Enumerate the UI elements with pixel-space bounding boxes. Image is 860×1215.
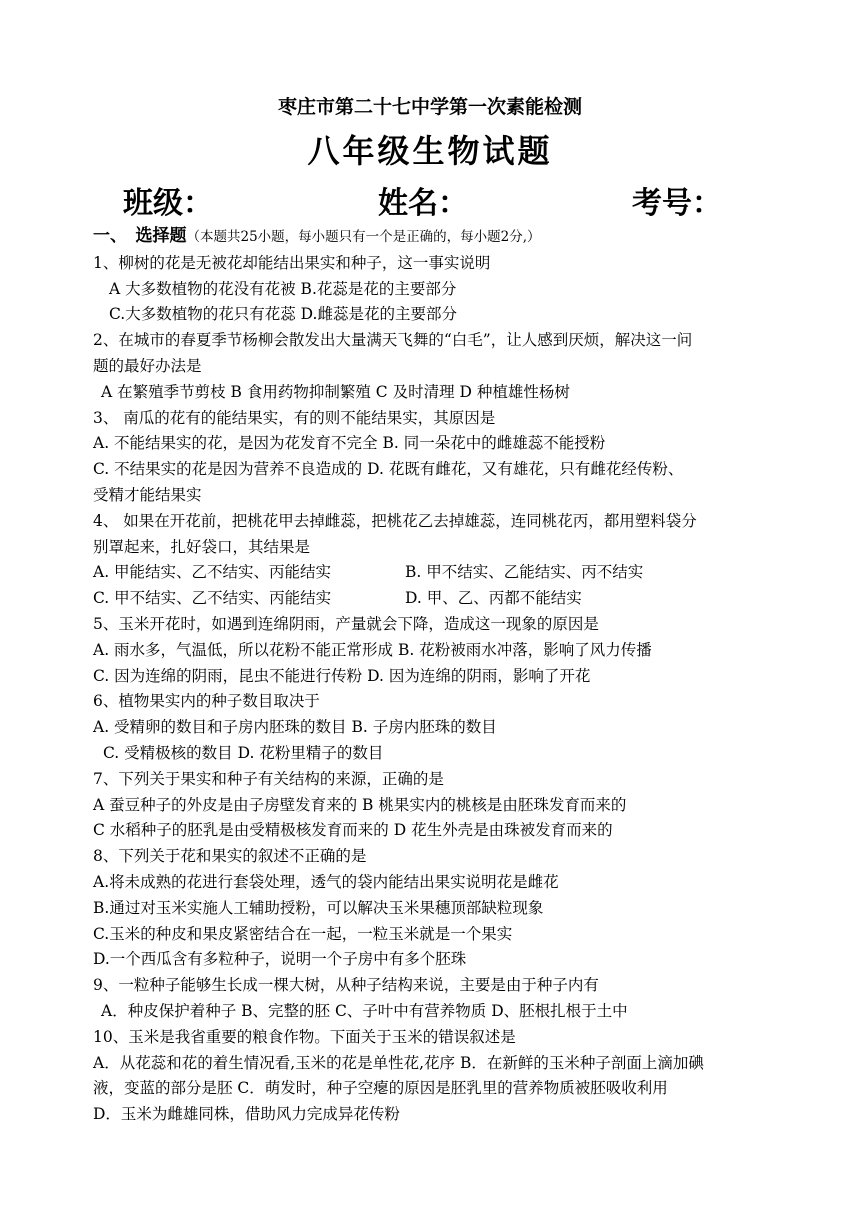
question-option: 液，变蓝的部分是胚 C．萌发时，种子空瘪的原因是胚乳里的营养物质被胚吸收利用 <box>93 1079 668 1098</box>
exam-title: 八年级生物试题 <box>307 132 553 170</box>
question-option: A. 不能结果实的花，是因为花发育不完全 B. 同一朵花中的雌雄蕊不能授粉 <box>93 434 606 453</box>
question-option: C. 受精极核的数目 D. 花粉里精子的数目 <box>103 743 384 762</box>
question-stem: 题的最好办法是 <box>93 356 202 375</box>
question-option: A 蚕豆种子的外皮是由子房壁发育来的 B 桃果实内的桃核是由胚珠发育而来的 <box>93 795 627 814</box>
question-stem: 10、玉米是我省重要的粮食作物。下面关于玉米的错误叙述是 <box>93 1027 516 1046</box>
question-stem: 5、玉米开花时，如遇到连绵阴雨，产量就会下降，造成这一现象的原因是 <box>93 614 599 633</box>
question-option: C.大多数植物的花只有花蕊 D.雌蕊是花的主要部分 <box>109 305 457 324</box>
question-stem: 7、下列关于果实和种子有关结构的来源，正确的是 <box>93 769 444 788</box>
section-title: 一、 选择题 <box>93 226 187 246</box>
question-option: B.通过对玉米实施人工辅助授粉，可以解决玉米果穗顶部缺粒现象 <box>93 898 544 917</box>
question-option: B. 甲不结实、乙能结实、丙不结实 <box>405 563 644 582</box>
section-heading <box>93 224 783 251</box>
name-label: 姓名： <box>378 186 468 221</box>
question-option: D．玉米为雌雄同株，借助风力完成异花传粉 <box>93 1105 400 1124</box>
question-stem: 别罩起来，扎好袋口，其结果是 <box>93 537 311 556</box>
class-label: 班级： <box>123 186 213 221</box>
question-option: C.玉米的种皮和果皮紧密结合在一起，一粒玉米就是一个果实 <box>93 924 513 943</box>
question-option: A.将未成熟的花进行套袋处理，透气的袋内能结出果实说明花是雌花 <box>93 872 559 891</box>
question-option: A. 受精卵的数目和子房内胚珠的数目 B. 子房内胚珠的数目 <box>93 718 497 737</box>
school-title: 枣庄市第二十七中学第一次素能检测 <box>277 96 582 118</box>
question-option: C. 因为连绵的阴雨，昆虫不能进行传粉 D. 因为连绵的阴雨，影响了开花 <box>93 666 591 685</box>
question-option: D. 甲、乙、丙都不能结实 <box>405 589 582 608</box>
question-option: A．从花蕊和花的着生情况看,玉米的花是单性花,花序 B．在新鲜的玉米种子剖面上滴加碘 <box>93 1053 704 1072</box>
question-stem: 3、 南瓜的花有的能结果实，有的则不能结果实，其原因是 <box>93 408 496 427</box>
question-option: A. 雨水多，气温低，所以花粉不能正常形成 B. 花粉被雨水冲落，影响了风力传播 <box>93 640 652 659</box>
question-option: C 水稻种子的胚乳是由受精极核发育而来的 D 花生外壳是由珠被发育而来的 <box>93 821 613 840</box>
question-option: C. 甲不结实、乙不结实、丙能结实 <box>93 589 332 608</box>
question-stem: 9、一粒种子能够生长成一棵大树，从种子结构来说，主要是由于种子内有 <box>93 976 599 995</box>
question-option: A 在繁殖季节剪枝 B 食用药物抑制繁殖 C 及时清理 D 种植雄性杨树 <box>101 382 570 401</box>
question-stem: 8、下列关于花和果实的叙述不正确的是 <box>93 847 367 866</box>
question-body <box>93 224 783 1128</box>
question-stem: 4、 如果在开花前，把桃花甲去掉雌蕊，把桃花乙去掉雄蕊，连同桃花丙，都用塑料袋分 <box>93 511 697 530</box>
section-note: （本题共25小题，每小题只有一个是正确的，每小题2分,） <box>186 229 541 245</box>
question-option: A．种皮保护着种子 B、完整的胚 C、子叶中有营养物质 D、胚根扎根于土中 <box>101 1001 628 1020</box>
question-option: A 大多数植物的花没有花被 B.花蕊是花的主要部分 <box>109 279 457 298</box>
number-label: 考号： <box>632 186 722 221</box>
question-stem: 6、植物果实内的种子数目取决于 <box>93 692 320 711</box>
question-option: A. 甲能结实、乙不结实、丙能结实 <box>93 563 332 582</box>
question-option-row <box>93 586 783 612</box>
question-stem: 2、在城市的春夏季节杨柳会散发出大量满天飞舞的“白毛”，让人感到厌烦，解决这一问 <box>93 331 693 350</box>
question-stem: 1、柳树的花是无被花却能结出果实和种子，这一事实说明 <box>93 253 491 272</box>
question-option: D.一个西瓜含有多粒种子，说明一个子房中有多个胚珠 <box>93 950 467 969</box>
question-option: 受精才能结果实 <box>93 485 202 504</box>
question-option-row <box>93 560 783 586</box>
question-option: C. 不结果实的花是因为营养不良造成的 D. 花既有雌花，又有雄花，只有雌花经传粉、 <box>93 460 684 479</box>
